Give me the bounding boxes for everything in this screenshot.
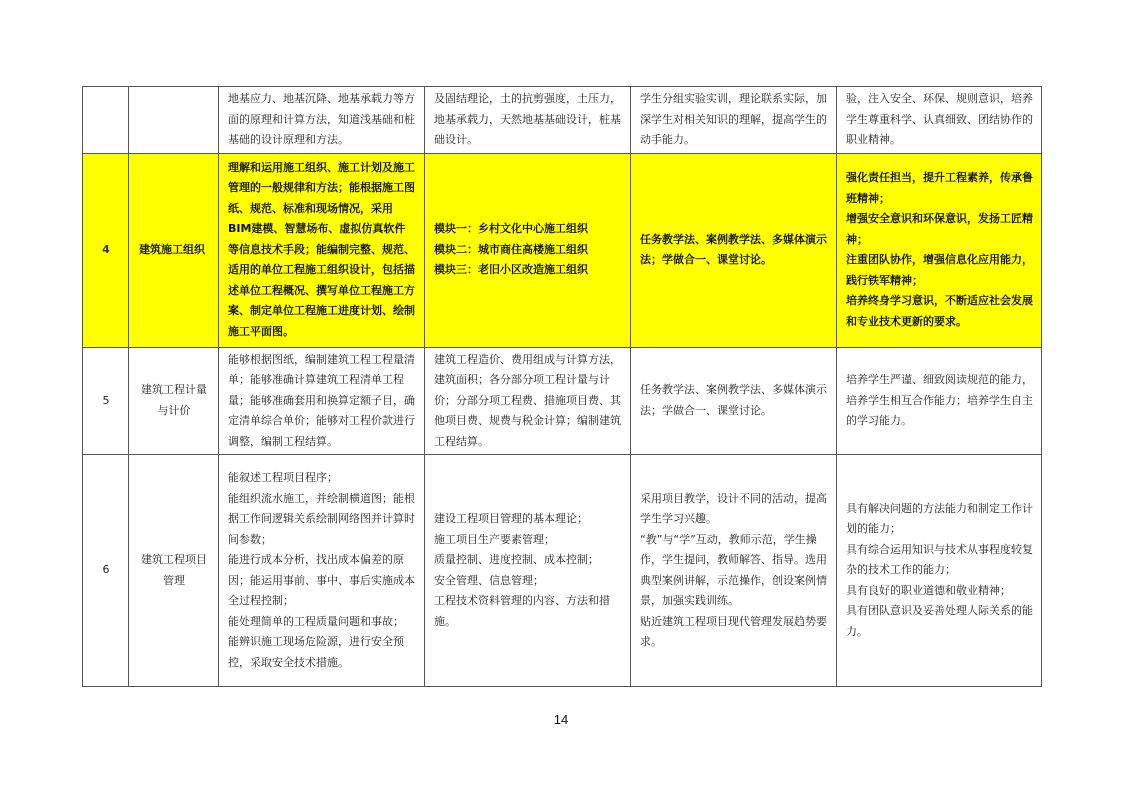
content-line: 质量控制、进度控制、成本控制； <box>434 553 599 566</box>
table-row <box>83 455 1042 687</box>
curriculum-table <box>82 86 1042 687</box>
course-goal <box>219 455 425 687</box>
course-name: 建筑施工组织 <box>129 153 219 347</box>
quality-goal <box>837 455 1042 687</box>
content-line: 模块一：乡村文化中心施工组织 <box>434 222 588 236</box>
quality-line: 强化责任担当，提升工程素养，传承鲁班精神； <box>846 171 1033 205</box>
quality-goal: 验，注入安全、环保、规则意识，培养学生尊重科学、认真细致、团结协作的职业精神。 <box>837 87 1042 154</box>
table-row <box>83 153 1042 347</box>
course-name: 建筑工程项目管理 <box>129 455 219 687</box>
method-line: “教”与“学”互动，教师示范，学生操作，学生提问，教师解答、指导。选用典型案例讲解，示范操作，创设案例情景，加强实践训练。 <box>640 532 827 607</box>
teaching-method <box>631 455 837 687</box>
course-name: 建筑工程计量与计价 <box>129 347 219 455</box>
quality-line: 具有解决问题的方法能力和制定工作计划的能力； <box>846 501 1033 536</box>
goal-line: 能处理简单的工程质量问题和事故； <box>228 614 404 628</box>
course-number: 5 <box>83 347 129 455</box>
course-name <box>129 87 219 154</box>
quality-line: 具有良好的职业道德和敬业精神； <box>846 583 1011 597</box>
content-line: 建设工程项目管理的基本理论； <box>434 512 588 525</box>
course-goal: 理解和运用施工组织、施工计划及施工管理的一般规律和方法；能根据施工图纸、规范、标准和现场情况，采用BIM建模、智慧场布、虚拟仿真软件等信息技术手段；能编制完整、规范、适用的单位工程施工组织设计，包括描述单位工程概况、撰写单位工程施工方案、制定单位工程施工进度计划、绘制施工平面图。 <box>219 153 425 347</box>
course-content <box>425 153 631 347</box>
course-number: 6 <box>83 455 129 687</box>
course-number <box>83 87 129 154</box>
content-line: 模块二：城市商住高楼施工组织 <box>434 242 588 256</box>
course-goal: 地基应力、地基沉降、地基承载力等方面的原理和计算方法，知道浅基础和桩基础的设计原理和方法。 <box>219 87 425 154</box>
course-content: 及固结理论，土的抗剪强度，土压力，地基承载力，天然地基基础设计，桩基础设计。 <box>425 87 631 154</box>
teaching-method: 学生分组实验实训，理论联系实际，加深学生对相关知识的理解，提高学生的动手能力。 <box>631 87 837 154</box>
goal-line: 能组织流水施工，并绘制横道图；能根据工作间逻辑关系绘制网络图并计算时间参数； <box>228 491 415 546</box>
method-line: 贴近建筑工程项目现代管理发展趋势要求。 <box>640 614 827 648</box>
table-row <box>83 347 1042 455</box>
goal-line: 能进行成本分析，找出成本偏差的原因；能运用事前、事中、事后实施成本全过程控制； <box>228 553 415 607</box>
course-number: 4 <box>83 153 129 347</box>
content-line: 工程技术资料管理的内容、方法和措施。 <box>434 594 610 628</box>
quality-line: 培养终身学习意识，不断适应社会发展和专业技术更新的要求。 <box>846 294 1033 328</box>
course-content <box>425 455 631 687</box>
goal-line: 能辨识施工现场危险源，进行安全预控，采取安全技术措施。 <box>228 635 404 669</box>
content-line: 模块三：老旧小区改造施工组织 <box>434 263 588 277</box>
quality-line: 注重团队协作，增强信息化应用能力，践行铁军精神； <box>846 253 1033 287</box>
content-line: 安全管理、信息管理； <box>434 573 544 587</box>
table-row <box>83 87 1042 154</box>
course-content: 建筑工程造价、费用组成与计算方法，建筑面积；各分部分项工程计量与计价；分部分项工程费、措施项目费、其他项目费、规费与税金计算；编制建筑工程结算。 <box>425 347 631 455</box>
goal-line: 能叙述工程项目程序； <box>228 471 338 484</box>
quality-goal: 培养学生严谨、细致阅读规范的能力，培养学生相互合作能力；培养学生自主的学习能力。 <box>837 347 1042 455</box>
quality-goal <box>837 153 1042 347</box>
teaching-method: 任务教学法、案例教学法、多媒体演示法；学做合一、课堂讨论。 <box>631 347 837 455</box>
page-number: 14 <box>553 712 569 727</box>
quality-line: 增强安全意识和环保意识，发扬工匠精神； <box>846 212 1033 246</box>
teaching-method: 任务教学法、案例教学法、多媒体演示法；学做合一、课堂讨论。 <box>631 153 837 347</box>
quality-line: 具有团队意识及妥善处理人际关系的能力。 <box>846 604 1033 638</box>
quality-line: 具有综合运用知识与技术从事程度较复杂的技术工作的能力； <box>846 542 1033 577</box>
method-line: 采用项目教学，设计不同的活动，提高学生学习兴趣。 <box>640 491 827 525</box>
course-goal: 能够根据图纸，编制建筑工程工程量清单；能够准确计算建筑工程清单工程量；能够准确套用和换算定额子目，确定清单综合单价；能够对工程价款进行调整，编制工程结算。 <box>219 347 425 455</box>
content-line: 施工项目生产要素管理； <box>434 532 555 546</box>
